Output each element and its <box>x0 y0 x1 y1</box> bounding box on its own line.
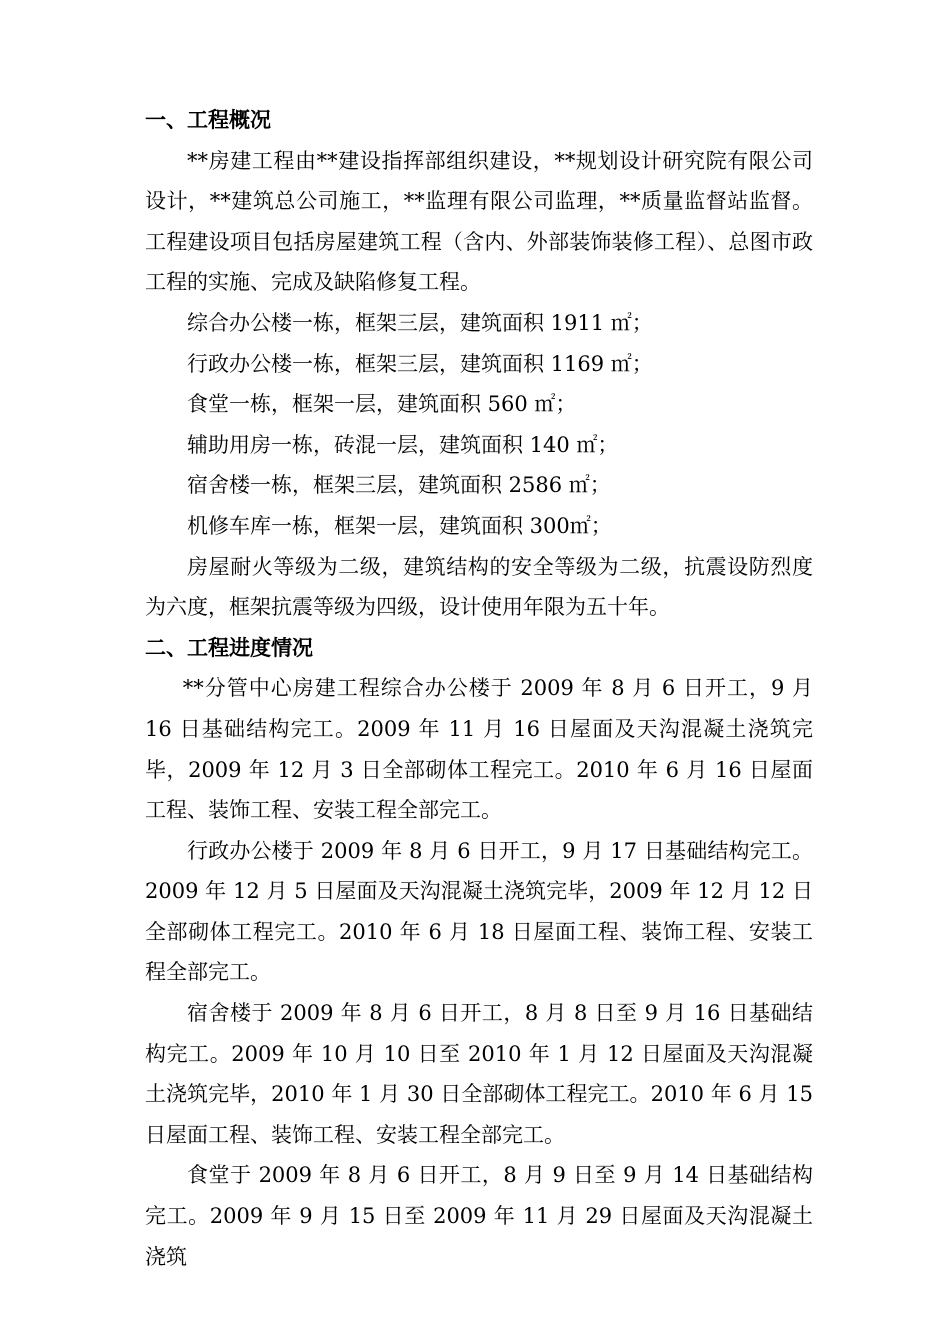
document-page <box>145 100 813 1277</box>
building-item: 食堂一栋，框架一层，建筑面积 560 ㎡； <box>187 392 577 417</box>
building-item: 宿舍楼一栋，框架三层，建筑面积 2586 ㎡； <box>187 473 611 498</box>
section-heading-overview: 一、工程概况 <box>145 108 271 132</box>
progress-paragraph: **分管中心房建工程综合办公楼于 2009 年 8 月 6 日开工，9 月 16 日基础结构完工。2009 年 11 月 16 日屋面及天沟混凝土浇筑完毕，2009 年 12 月 3 日全部砌体工程完工。2010 年 6 月 16 日屋面工程、装饰工程、安装工程全部完工。 <box>145 676 813 823</box>
overview-intro-paragraph: **房建工程由**建设指挥部组织建设，**规划设计研究院有限公司设计，**建筑总公司施工，**监理有限公司监理，**质量监督站监督。工程建设项目包括房屋建筑工程（含内、外部装饰装修工程）、总图市政工程的实施、完成及缺陷修复工程。 <box>145 148 813 295</box>
overview-closing-paragraph: 房屋耐火等级为二级，建筑结构的安全等级为二级，抗震设防烈度为六度，框架抗震等级为四级，设计使用年限为五十年。 <box>145 554 813 620</box>
building-item: 辅助用房一栋，砖混一层，建筑面积 140 ㎡； <box>187 432 619 457</box>
progress-paragraph: 食堂于 2009 年 8 月 6 日开工，8 月 9 日至 9 月 14 日基础结构完工。2009 年 9 月 15 日至 2009 年 11 月 29 日屋面及天沟混凝土浇筑 <box>145 1163 813 1269</box>
building-item: 行政办公楼一栋，框架三层，建筑面积 1169 ㎡； <box>187 351 653 376</box>
progress-paragraph: 宿舍楼于 2009 年 8 月 6 日开工，8 月 8 日至 9 月 16 日基础结构完工。2009 年 10 月 10 日至 2010 年 1 月 12 日屋面及天沟混凝土浇筑完毕，2010 年 1 月 30 日全部砌体工程完工。2010 年 6 月 15 日屋面工程、装饰工程、安装工程全部完工。 <box>145 1001 813 1147</box>
section-heading-progress: 二、工程进度情况 <box>145 635 313 660</box>
progress-paragraph: 行政办公楼于 2009 年 8 月 6 日开工，9 月 17 日基础结构完工。2009 年 12 月 5 日屋面及天沟混凝土浇筑完毕，2009 年 12 月 12 日全部砌体工程完工。2010 年 6 月 18 日屋面工程、装饰工程、安装工程全部完工。 <box>145 838 813 985</box>
building-item: 综合办公楼一栋，框架三层，建筑面积 1911 ㎡； <box>187 310 653 335</box>
building-item: 机修车库一栋，框架一层，建筑面积 300㎡； <box>187 513 612 538</box>
